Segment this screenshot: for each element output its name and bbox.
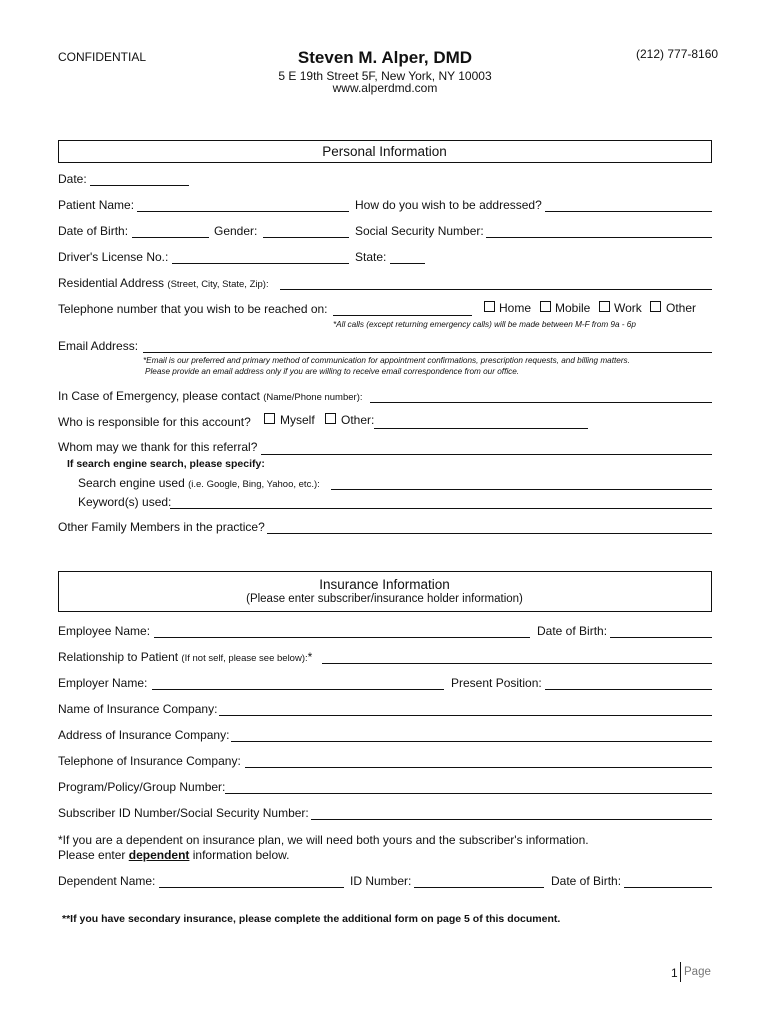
- confidential-label: CONFIDENTIAL: [58, 50, 147, 64]
- search-specify-label: If search engine search, please specify:: [67, 458, 265, 470]
- company-address-field[interactable]: [231, 741, 712, 742]
- company-name-label: Name of Insurance Company:: [58, 702, 218, 716]
- res-address-label: [58, 276, 269, 290]
- relationship-text: Relationship to Patient: [58, 650, 179, 664]
- state-field[interactable]: [390, 263, 425, 264]
- ssn-field[interactable]: [486, 237, 712, 238]
- dependent-note-2b: dependent: [128, 848, 190, 862]
- practice-phone: (212) 777-8160: [636, 47, 719, 61]
- email-note-2: Please provide an email address only if you are willing to receive email correspondence from our office.: [145, 367, 520, 376]
- page-divider: [680, 962, 681, 982]
- res-address-field[interactable]: [280, 289, 712, 290]
- dependent-note-2a: Please enter: [58, 848, 126, 862]
- mobile-checkbox[interactable]: [540, 301, 551, 312]
- telephone-field[interactable]: [333, 315, 472, 316]
- gender-label: Gender:: [214, 224, 258, 238]
- other-phone-checkbox[interactable]: [650, 301, 661, 312]
- work-label: Work: [614, 301, 642, 315]
- email-label: Email Address:: [58, 339, 139, 353]
- position-label: Present Position:: [451, 676, 542, 690]
- id-number-field[interactable]: [414, 887, 544, 888]
- insurance-dob-label: Date of Birth:: [537, 624, 608, 638]
- referral-field[interactable]: [261, 454, 712, 455]
- practice-website: www.alperdmd.com: [332, 81, 438, 95]
- program-label: Program/Policy/Group Number:: [58, 780, 226, 794]
- insurance-info-subtitle: (Please enter subscriber/insurance holder information): [246, 593, 523, 605]
- relationship-hint: (If not self, please see below):: [181, 653, 308, 664]
- secondary-insurance-note: **If you have secondary insurance, please complete the additional form on page 5 of this document.: [62, 913, 561, 925]
- email-field[interactable]: [143, 352, 712, 353]
- home-label: Home: [499, 301, 532, 315]
- employer-label: Employer Name:: [58, 676, 148, 690]
- responsible-label: Who is responsible for this account?: [58, 415, 251, 429]
- dependent-dob-field[interactable]: [624, 887, 712, 888]
- search-engine-label: [78, 476, 320, 490]
- relationship-field[interactable]: [322, 663, 712, 664]
- id-number-label: ID Number:: [350, 874, 412, 888]
- res-address-hint: (Street, City, State, Zip):: [167, 279, 269, 290]
- search-engine-hint: (i.e. Google, Bing, Yahoo, etc.):: [188, 479, 320, 490]
- mobile-label: Mobile: [555, 301, 591, 315]
- addressed-label: How do you wish to be addressed?: [355, 198, 542, 212]
- personal-info-title: Personal Information: [322, 144, 447, 159]
- insurance-info-title: Insurance Information: [319, 577, 450, 592]
- other-responsible-label: Other:: [341, 413, 375, 427]
- other-responsible-checkbox[interactable]: [325, 413, 336, 424]
- dependent-dob-label: Date of Birth:: [551, 874, 622, 888]
- relationship-star: *: [307, 650, 313, 664]
- employee-name-label: Employee Name:: [58, 624, 151, 638]
- dependent-name-field[interactable]: [159, 887, 344, 888]
- dob-field[interactable]: [132, 237, 209, 238]
- license-field[interactable]: [172, 263, 349, 264]
- subscriber-id-field[interactable]: [311, 819, 712, 820]
- addressed-field[interactable]: [545, 211, 712, 212]
- company-name-field[interactable]: [219, 715, 712, 716]
- myself-checkbox[interactable]: [264, 413, 275, 424]
- dependent-note-1: *If you are a dependent on insurance plan, we will need both yours and the subscriber's information.: [58, 833, 589, 847]
- work-checkbox[interactable]: [599, 301, 610, 312]
- other-responsible-field[interactable]: [374, 428, 588, 429]
- search-engine-text: Search engine used: [78, 476, 185, 490]
- patient-name-field[interactable]: [137, 211, 349, 212]
- res-address-text: Residential Address: [58, 276, 165, 290]
- keywords-label: Keyword(s) used:: [78, 495, 172, 509]
- emergency-hint: (Name/Phone number):: [263, 392, 363, 403]
- employer-field[interactable]: [152, 689, 444, 690]
- practice-name: Steven M. Alper, DMD: [297, 48, 473, 67]
- insurance-dob-field[interactable]: [610, 637, 712, 638]
- insurance-info-header: [58, 571, 712, 612]
- license-label: Driver's License No.:: [58, 250, 169, 264]
- employee-name-field[interactable]: [154, 637, 530, 638]
- page-number: 1: [671, 966, 678, 980]
- family-label: Other Family Members in the practice?: [58, 520, 265, 534]
- referral-label: Whom may we thank for this referral?: [58, 440, 258, 454]
- myself-label: Myself: [280, 413, 315, 427]
- dependent-note-2c: information below.: [192, 848, 290, 862]
- program-field[interactable]: [225, 793, 712, 794]
- relationship-label: [58, 650, 312, 664]
- emergency-text: In Case of Emergency, please contact: [58, 389, 260, 403]
- page-label: Page: [684, 966, 711, 978]
- family-field[interactable]: [267, 533, 712, 534]
- state-label: State:: [355, 250, 387, 264]
- dob-label: Date of Birth:: [58, 224, 129, 238]
- patient-name-label: Patient Name:: [58, 198, 135, 212]
- other-phone-label: Other: [666, 301, 697, 315]
- company-phone-label: Telephone of Insurance Company:: [58, 754, 241, 768]
- email-note-1: *Email is our preferred and primary method of communication for appointment confirmations, prescription requests, and billing matters.: [143, 356, 630, 365]
- dependent-name-label: Dependent Name:: [58, 874, 156, 888]
- home-checkbox[interactable]: [484, 301, 495, 312]
- telephone-label: Telephone number that you wish to be reached on:: [58, 302, 328, 316]
- ssn-label: Social Security Number:: [355, 224, 484, 238]
- gender-field[interactable]: [263, 237, 349, 238]
- search-engine-field[interactable]: [331, 489, 712, 490]
- subscriber-id-label: Subscriber ID Number/Social Security Number:: [58, 806, 309, 820]
- personal-info-header: [58, 140, 712, 163]
- emergency-field[interactable]: [370, 402, 712, 403]
- date-field[interactable]: [90, 185, 189, 186]
- emergency-label: [58, 389, 363, 403]
- date-label: Date:: [58, 172, 87, 186]
- company-phone-field[interactable]: [245, 767, 712, 768]
- position-field[interactable]: [545, 689, 712, 690]
- dependent-note-2: [58, 848, 289, 862]
- practice-address: 5 E 19th Street 5F, New York, NY 10003: [278, 69, 492, 83]
- keywords-field[interactable]: [170, 508, 712, 509]
- calls-note: *All calls (except returning emergency calls) will be made between M-F from 9a - 6p: [333, 320, 636, 329]
- company-address-label: Address of Insurance Company:: [58, 728, 230, 742]
